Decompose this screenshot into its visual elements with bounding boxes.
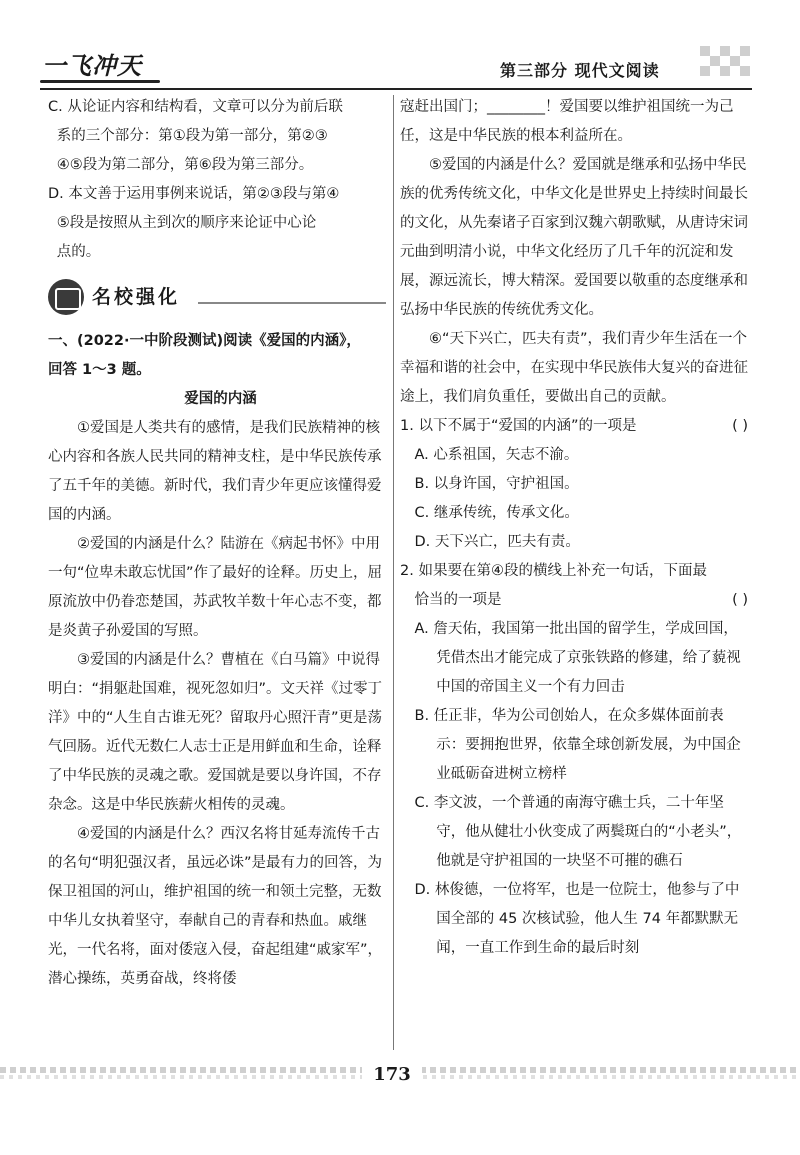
paragraph-3: ③爱国的内涵是什么？曹植在《白马篇》中说得明白：“捐躯赴国难，视死忽如归”。文天祥《过零丁洋》中的“人生自古谁无死？留取丹心照汗青”更是荡气回肠。近代无数仁人志士正是用鲜血和生命，诠释了中华民族的灵魂之歌。爱国就是要以身许国，不存杂念。这是中华民族薪火相传的灵魂。 bbox=[48, 652, 383, 813]
section-title: 第三部分 现代文阅读 bbox=[500, 61, 660, 80]
q1-option-c: C. 继承传统，传承文化。 bbox=[414, 505, 579, 521]
question-intro-line1: 一、(2022·一中阶段测试)阅读《爱国的内涵》， bbox=[48, 333, 361, 349]
paragraph-1: ①爱国是人类共有的感情，是我们民族精神的核心内容和各族人民共同的精神支柱，是中华民族传承了五千年的美德。新时代，我们青少年更应该懂得爱国的内涵。 bbox=[48, 420, 382, 523]
section-banner bbox=[48, 277, 393, 321]
right-column bbox=[400, 93, 748, 963]
question-2-text: 恰当的一项是 bbox=[414, 592, 502, 608]
question-1-text: 1. 以下不属于“爱国的内涵”的一项是 bbox=[400, 418, 637, 434]
q2-option-c: C. 李文波，一个普通的南海守礁士兵，二十年坚守，他从健壮小伙变成了两鬓斑白的“小老头”，他就是守护祖国的一块坚不可摧的礁石 bbox=[414, 795, 742, 869]
school-icon bbox=[48, 279, 84, 315]
banner-title: 名校强化 bbox=[92, 286, 181, 308]
page-header bbox=[0, 0, 800, 95]
option-d-line1: D. 本文善于运用事例来说话，第②③段与第④ bbox=[48, 186, 340, 202]
page-number: 173 bbox=[362, 1064, 422, 1085]
option-c-line3: ④⑤段为第二部分，第⑥段为第三部分。 bbox=[56, 157, 314, 173]
option-d-line3: 点的。 bbox=[56, 244, 101, 260]
checker-decoration bbox=[700, 46, 756, 86]
q2-option-d: D. 林俊德，一位将军，也是一位院士，他参与了中国全部的 45 次核试验，他人生 74 年都默默无闻，一直工作到生命的最后时刻 bbox=[414, 882, 740, 956]
banner-line bbox=[198, 302, 386, 304]
q1-option-d: D. 天下兴亡，匹夫有责。 bbox=[414, 534, 580, 550]
q2-option-b: B. 任正非，华为公司创始人，在众多媒体面前表示：要拥抱世界，依靠全球创新发展，为中国企业砥砺奋进树立榜样 bbox=[414, 708, 741, 782]
left-column bbox=[48, 93, 393, 994]
header-rule bbox=[40, 88, 752, 90]
option-d-line2: ⑤段是按照从主到次的顺序来论证中心论 bbox=[56, 215, 317, 231]
answer-paren-1: ( ) bbox=[732, 418, 748, 434]
question-1 bbox=[400, 412, 748, 441]
paragraph-4: ④爱国的内涵是什么？西汉名将甘延寿流传千古的名句“明犯强汉者，虽远必诛”是最有力的回答，为保卫祖国的河山，维护祖国的统一和领土完整，无数中华儿女执着坚守，奉献自己的青春和热血。戚继光，一代名将，面对倭寇入侵，奋起组建“戚家军”，潜心操练，英勇奋战，终将倭 bbox=[48, 826, 383, 987]
article-title: 爱国的内涵 bbox=[184, 391, 257, 407]
answer-paren-2: ( ) bbox=[732, 592, 748, 608]
question-2-line2 bbox=[400, 586, 748, 615]
paragraph-6: ⑥“天下兴亡，匹夫有责”，我们青少年生活在一个幸福和谐的社会中，在实现中华民族伟大复兴的奋进征途上，我们肩负重任，要做出自己的贡献。 bbox=[400, 331, 748, 405]
option-c-line2: 系的三个部分：第①段为第一部分，第②③ bbox=[56, 128, 328, 144]
option-c-line1: C. 从论证内容和结构看，文章可以分为前后联 bbox=[48, 99, 343, 115]
q1-option-a: A. 心系祖国，矢志不渝。 bbox=[414, 447, 579, 463]
series-logo: 一飞冲天 bbox=[42, 51, 142, 80]
q2-option-a: A. 詹天佑，我国第一批出国的留学生，学成回国，凭借杰出才能完成了京张铁路的修建，给了藐视中国的帝国主义一个有力回击 bbox=[414, 621, 741, 695]
logo-underline bbox=[40, 80, 160, 83]
paragraph-5: ⑤爱国的内涵是什么？爱国就是继承和弘扬中华民族的优秀传统文化，中华文化是世界史上持续时间最长的文化，从先秦诸子百家到汉魏六朝歌赋，从唐诗宋词元曲到明清小说，中华文化经历了几千年的沉淀和发展，源远流长，博大精深。爱国要以敬重的态度继承和弘扬中华民族的传统优秀文化。 bbox=[400, 157, 748, 318]
column-divider bbox=[393, 95, 394, 1050]
q1-option-b: B. 以身许国，守护祖国。 bbox=[414, 476, 579, 492]
question-2-line1: 2. 如果要在第④段的横线上补充一句话，下面最 bbox=[400, 563, 707, 579]
question-intro-line2: 回答 1～3 题。 bbox=[48, 362, 151, 378]
paragraph-2: ②爱国的内涵是什么？陆游在《病起书怀》中用一句“位卑未敢忘忧国”作了最好的诠释。历史上，屈原流放中仍眷恋楚国，苏武牧羊数十年心志不变，都是炎黄子孙爱国的写照。 bbox=[48, 536, 383, 639]
paragraph-4-continued: 寇赶出国门；________！爱国要以维护祖国统一为己任，这是中华民族的根本利益所在。 bbox=[400, 99, 734, 144]
